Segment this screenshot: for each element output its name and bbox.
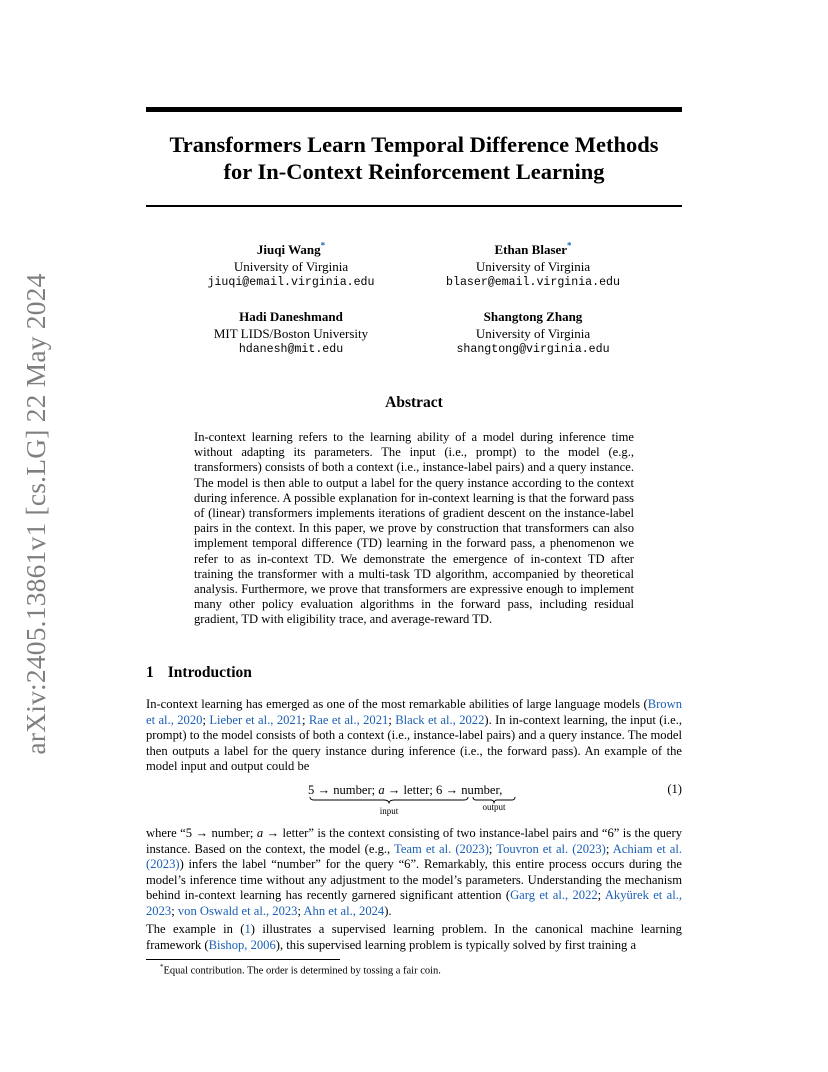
citation-link[interactable]: Rae et al., 2021 (308, 712, 389, 727)
citation-link[interactable]: Ahn et al., 2024 (303, 903, 385, 918)
citation-link[interactable]: Black et al., 2022 (395, 712, 485, 727)
author-affiliation: MIT LIDS/Boston University (213, 325, 369, 341)
title-line-2: for In-Context Reinforcement Learning (223, 159, 605, 184)
title-line-1: Transformers Learn Temporal Difference Methods (169, 132, 659, 157)
author-block-3 (171, 309, 411, 359)
citation-link[interactable]: Bishop, 2006 (208, 937, 276, 952)
author-email: blaser@email.virginia.edu (446, 276, 620, 289)
input-label: input (379, 806, 399, 816)
title-bottom-rule (146, 205, 682, 207)
author-block-2 (413, 242, 653, 292)
intro-paragraph-2: where “5 → number; a → letter” is the context consisting of two instance-label pairs and “6” is the query instance. Based on the context, the model (e.g., Team et al. (2023); Touvron et al. (2023); Achiam et al. (2023)) infers the label “number” for the query “6”. Remarkably, this entire process occurs during the model’s inference time without any adjustment to the model’s parameters. Understanding the mechanism behind in-context learning has recently garnered significant attention (Garg et al., 2022; Akyürek et al., 2023; von Oswald et al., 2023; Ahn et al., 2024). (146, 826, 683, 918)
citation-link[interactable]: Brown et al., 2020 (146, 697, 682, 727)
section-title: Introduction (167, 664, 252, 681)
equation-number: (1) (667, 782, 682, 796)
footnote (160, 963, 441, 977)
author-name: Shangtong Zhang (483, 309, 583, 324)
citation-link[interactable]: Lieber et al., 2021 (209, 712, 303, 727)
intro-paragraph-3: The example in (1) illustrates a supervised learning problem. In the canonical machine learning framework (Bishop, 2006), this supervised learning problem is typically solved by first training a (146, 922, 682, 952)
arxiv-identifier: arXiv:2405.13861v1 [cs.LG] 22 May 2024 (20, 273, 51, 755)
author-affiliation: University of Virginia (475, 325, 591, 341)
input-underbrace (309, 796, 469, 804)
citation-link[interactable]: Team et al. (2023) (394, 841, 489, 856)
intro-paragraph-1: In-context learning has emerged as one of the most remarkable abilities of large language models (Brown et al., 2020; Lieber et al., 2021; Rae et al., 2021; Black et al., 2022). In in-context learning, the input (i.e., prompt) to the model consists of both a context (i.e., instance-label pairs) and a query instance. The model then outputs a label for the query instance during inference (i.e., the forward pass). An example of the model input and output could be (146, 697, 683, 774)
paper-title (146, 131, 682, 185)
footnote-mark: * (160, 963, 164, 971)
abstract-heading: Abstract (385, 394, 443, 411)
section-number: 1 (146, 664, 154, 681)
footnote-rule (146, 959, 340, 960)
abstract-text: In-context learning refers to the learning ability of a model during inference time without adapting its parameters. The input (i.e., prompt) to the model (e.g., transformers) consists of both a context (i.e., instance-label pairs) and a query instance. The model is then able to output a label for the query instance according to the context during inference. A possible explanation for in-context learning is that the forward pass of (linear) transformers implements iterations of gradient descent on the instance-label pairs in the context. In this paper, we prove by construction that transformers can also implement temporal difference (TD) learning in the forward pass, a phenomenon we refer to as in-context TD. We demonstrate the emergence of in-context TD after training the transformer with a multi-task TD algorithm, accompanied by theoretical analysis. Furthermore, we prove that transformers are expressive enough to implement many other policy evaluation algorithms in the forward pass, including residual gradient, TD with eligibility trace, and average-reward TD. (194, 430, 634, 627)
author-block-4 (413, 309, 653, 359)
author-affiliation: University of Virginia (475, 258, 591, 274)
author-name: Ethan Blaser* (494, 240, 572, 257)
footnote-text: Equal contribution. The order is determined by tossing a fair coin. (163, 965, 441, 977)
citation-link[interactable]: Akyürek et al., 2023 (146, 888, 683, 918)
author-email: shangtong@virginia.edu (456, 343, 610, 356)
section-heading (146, 664, 252, 682)
author-block-1 (171, 242, 411, 292)
equal-contribution-mark[interactable]: * (320, 240, 326, 251)
author-name: Jiuqi Wang* (256, 240, 326, 257)
citation-link[interactable]: von Oswald et al., 2023 (177, 903, 298, 918)
author-affiliation: University of Virginia (233, 258, 349, 274)
equal-contribution-mark[interactable]: * (567, 240, 572, 251)
author-email: jiuqi@email.virginia.edu (207, 276, 375, 289)
output-label: output (482, 802, 506, 812)
author-email: hdanesh@mit.edu (238, 343, 344, 356)
citation-link[interactable]: Achiam et al. (2023) (146, 841, 683, 872)
author-name: Hadi Daneshmand (239, 309, 343, 324)
citation-link[interactable]: Touvron et al. (2023) (496, 841, 606, 856)
citation-link[interactable]: Garg et al., 2022 (510, 888, 598, 903)
equation-output: number (461, 783, 500, 797)
equation-1: 5 → number; a → letter; 6 → number, (308, 783, 503, 797)
equation-reference-link[interactable]: 1 (244, 922, 251, 936)
title-top-rule (146, 107, 682, 112)
